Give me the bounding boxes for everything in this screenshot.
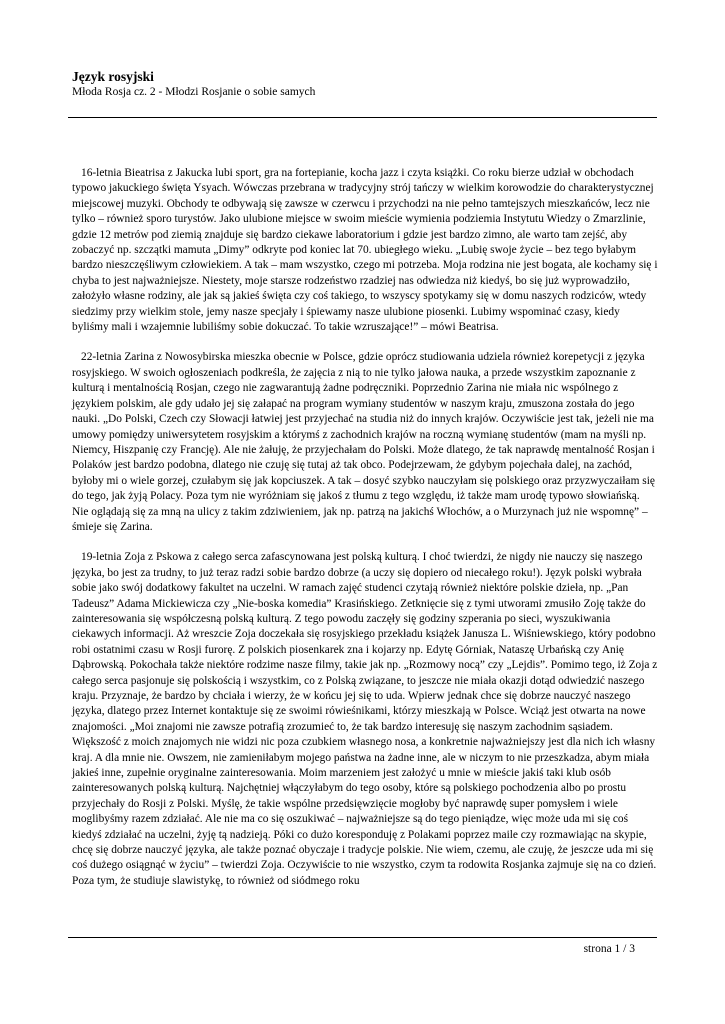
- paragraph-zoja: 19-letnia Zoja z Pskowa z całego serca zafascynowana jest polską kulturą. I choć twierdzi, że nigdy nie nauczy się naszego języka, bo jest za trudny, to już teraz radzi sobie bardzo dobrze (a uczy się dopiero od niecałego roku!). Język polski wybrała sobie jako swój dodatkowy fakultet na uczelni. W ramach zajęć studenci czytają również niektóre polskie dzieła, np. „Pan Tadeusz” Adama Mickiewicza czy „Nie-boska komedia” Krasińskiego. Zetknięcie się z tymi utworami zmusiło Zoję także do zainteresowania się współczesną polską kulturą. Z tego powodu zaczęły się godziny szperania po sieci, wyszukiwania ciekawych informacji. Aż wreszcie Zoja doczekała się rosyjskiego przekładu książek Janusza L. Wiśniewskiego, który podobno robi ostatnimi czasu w Rosji furorę. Z polskich piosenkarek zna i kojarzy np. Edytę Górniak, Nataszę Urbańską czy Anię Dąbrowską. Pokochała także niektóre rodzime nasze filmy, takie jak np. „Rozmowy nocą” czy „Lejdis”. Pomimo tego, iż Zoja z całego serca pasjonuje się polskością i wszystkim, co z Polską związane, to jeszcze nie miała okazji dotąd odwiedzić naszego kraju. Przyznaje, że bardzo by chciała i wierzy, że w końcu jej się to uda. Wpierw jednak chce się dobrze nauczyć naszego języka, dlatego przez Internet kontaktuje się ze swoimi rówieśnikami, którzy mieszkają w Polsce. Wciąż jest otwarta na nowe znajomości. „Moi znajomi nie zawsze potrafią zrozumieć to, że tak bardzo interesuję się naszym zachodnim sąsiadem. Większość z moich znajomych nie widzi nic poza czubkiem własnego nosa, a konkretnie najważniejszy jest dla nich ich własny kraj. A dla mnie nie. Owszem, nie zamieniłabym mojego państwa na żadne inne, ale w niczym to nie przeszkadza, abym miała jakieś inne, zupełnie oryginalne zainteresowania. Moim marzeniem jest założyć u mnie w mieście jakiś taki klub osób zainteresowanych polską kulturą. Najchętniej włączyłabym do tego osoby, które są polskiego pochodzenia albo po prostu przyjechały do Rosji z Polski. Myślę, że takie wspólne przedsięwzięcie mogłoby być naprawdę super pomysłem i wiele moglibyśmy razem zdziałać. Ale nie ma co się oszukiwać – najważniejsze są do tego pieniądze, więc może uda mi się coś kiedyś zdziałać na uczelni, żyję tą nadzieją. Póki co dużo koresponduję z Polakami poprzez maile czy rozmawiając na skypie, chcę się dobrze nauczyć języka, ale także poznać obyczaje i tradycje polskie. Nie wiem, czemu, ale czuję, że jeszcze uda mi się coś dużego osiągnąć w życiu” – twierdzi Zoja. Oczywiście to nie wszystko, czym ta rodowita Rosjanka zajmuje się na co dzień. Poza tym, że studiuje slawistykę, to również od siódmego roku: [72, 551, 658, 887]
- page-number: strona 1 / 3: [583, 943, 635, 955]
- document-title: Język rosyjski: [72, 69, 154, 84]
- document-subtitle: Młoda Rosja cz. 2 - Młodzi Rosjanie o sobie samych: [72, 86, 316, 98]
- header-divider: [68, 117, 657, 118]
- paragraph-beatrisa: 16-letnia Bieatrisa z Jakucka lubi sport, gra na fortepianie, kocha jazz i czyta książki. Co roku bierze udział w obchodach typowo jakuckiego święta Ysyach. Wówczas przebrana w tradycyjny strój tańczy w wielkim korowodzie do charakterystycznej miejscowej muzyki. Obchody te odbywają się zawsze w czerwcu i przychodzi na nie pełno tamtejszych mieszkańców, lecz nie tylko – również sporo turystów. Jako ulubione miejsce w swoim mieście wymienia podziemia Instytutu Wiedzy o Zmarzlinie, gdzie 12 metrów pod ziemią znajduje się bardzo ciekawe laboratorium i gdzie jest bardzo zimno, ale warto tam zejść, aby zobaczyć np. szczątki mamuta „Dimy” odkryte pod koniec lat 70. ubiegłego wieku. „Lubię swoje życie – bez tego byłabym bardzo nieszczęśliwym człowiekiem. A tak – mam wszystko, czego mi potrzeba. Moja rodzina nie jest bogata, ale kochamy się i chyba to jest najważniejsze. Niestety, moje starsze rodzeństwo rzadziej nas odwiedza niż kiedyś, bo się już wyprowadziło, założyło własne rodziny, ale jak są jakieś święta czy coś takiego, to wszyscy spotykamy się w domu naszych rodziców, wtedy siedzimy przy wielkim stole, jemy nasze specjały i śpiewamy nasze ulubione piosenki. Lubimy wspominać czasy, kiedy byliśmy mali i wzajemnie lubiliśmy sobie dokuczać. To takie wzruszające!” – mówi Beatrisa.: [72, 167, 658, 334]
- article-body: [72, 166, 658, 904]
- footer-divider: [68, 937, 657, 938]
- paragraph-zarina: 22-letnia Zarina z Nowosybirska mieszka obecnie w Polsce, gdzie oprócz studiowania udziela również korepetycji z języka rosyjskiego. W swoich ogłoszeniach podkreśla, że zajęcia z nią to nie tylko jałowa nauka, a przede wszystkim zapoznanie z kulturą i mentalnością Rosjan, czego nie zagwarantują żadne podręczniki. Poprzednio Zarina nie miała nic wspólnego z językiem polskim, ale gdy udało jej się załapać na program wymiany studentów w naszym kraju, zmuszona została do jego nauki. „Do Polski, Czech czy Słowacji łatwiej jest przyjechać na studia niż do innych krajów. Oczywiście jest tak, jeżeli nie ma umowy pomiędzy uniwersytetem rosyjskim a którymś z zachodnich krajów na roczną wymianę studentów (mam na myśli np. Niemcy, Hiszpanię czy Francję). Ale nie żałuję, że przyjechałam do Polski. Może dlatego, że tak naprawdę mentalność Rosjan i Polaków jest bardzo podobna, dlatego nie czuję się tutaj aż tak obco. Podejrzewam, że gdybym pojechała dalej, na zachód, byłoby mi o wiele gorzej, czułabym się jak kopciuszek. A tak – dosyć szybko nauczyłam się polskiego oraz przyzwyczaiłam się do tego, jak żyją Polacy. Poza tym nie wyróżniam się jakoś z tłumu z tego względu, iż także mam urodę typowo słowiańską. Nie oglądają się za mną na ulicy z takim zdziwieniem, jak np. patrzą na jakichś Włochów, a o Murzynach już nie wspomnę” – śmieje się Zarina.: [72, 351, 655, 533]
- document-header: [72, 68, 657, 100]
